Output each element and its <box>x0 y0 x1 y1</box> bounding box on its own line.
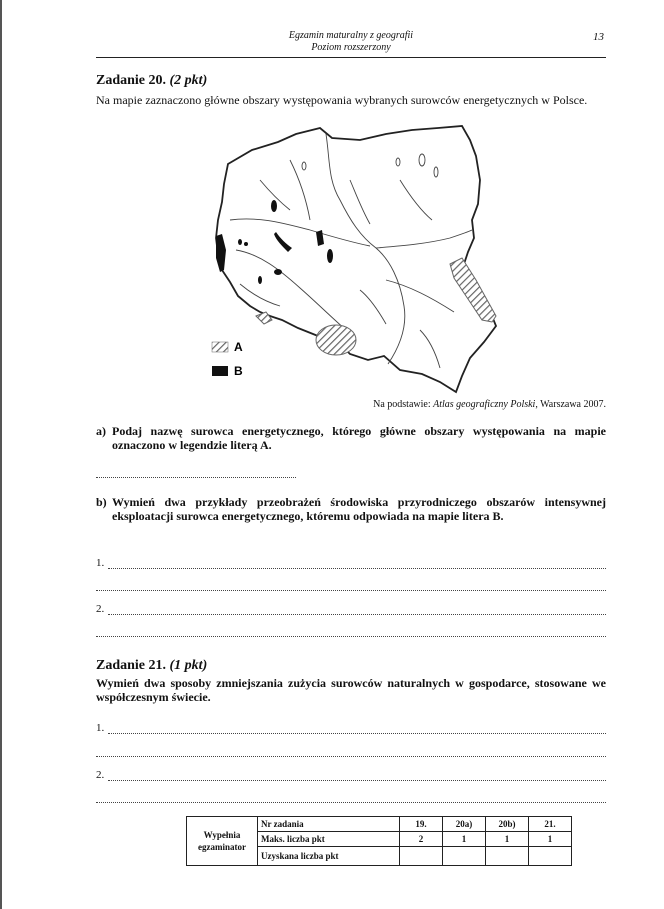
answer-line-20b-1b[interactable] <box>96 590 606 591</box>
task20-title-text: Zadanie 20. <box>96 73 167 88</box>
page-number: 13 <box>593 31 604 43</box>
page-header <box>96 30 606 54</box>
task21-title-text: Zadanie 21. <box>96 658 167 673</box>
answer-line-21-1b[interactable] <box>96 756 606 757</box>
row-task-number-label: Nr zadania <box>258 817 400 832</box>
max-points-cell: 1 <box>486 832 529 847</box>
source-title: Atlas geograficzny Polski <box>433 399 536 410</box>
task20-intro: Na mapie zaznaczono główne obszary występowania wybranych surowców energetycznych w Polsce. <box>96 93 588 107</box>
task21-title <box>96 658 207 674</box>
answer-line-20b-1[interactable] <box>96 557 606 569</box>
task20b-label: b) <box>96 495 107 509</box>
task-number-cell: 21. <box>529 817 572 832</box>
max-points-cell: 1 <box>529 832 572 847</box>
answer-line-20b-2[interactable] <box>96 603 606 615</box>
task20b-text: Wymień dwa przykłady przeobrażeń środowiska przyrodniczego obszarów intensywnej eksploatacji surowca energetycznego, któremu odpowiada na mapie litera B. <box>112 495 606 523</box>
task-number-cell: 19. <box>400 817 443 832</box>
header-line2: Poziom rozszerzony <box>311 42 391 53</box>
legend-a-label: A <box>234 340 243 354</box>
task-number-cell: 20b) <box>486 817 529 832</box>
answer-line-20b-2b[interactable] <box>96 636 606 637</box>
obtained-points-cell[interactable] <box>400 847 443 866</box>
answer-line-21-1[interactable] <box>96 722 606 734</box>
source-prefix: Na podstawie: <box>373 399 434 410</box>
legend-b-label: B <box>234 364 243 378</box>
max-points-cell: 2 <box>400 832 443 847</box>
poland-outline <box>216 126 496 392</box>
map-legend <box>212 340 243 378</box>
legend-a-swatch <box>212 342 228 352</box>
score-side-label: Wypełnia egzaminator <box>187 817 258 866</box>
obtained-points-cell[interactable] <box>443 847 486 866</box>
answer-number: 2. <box>96 603 105 615</box>
task20-points: (2 pkt) <box>169 73 208 88</box>
max-points-cell: 1 <box>443 832 486 847</box>
answer-number: 2. <box>96 769 105 781</box>
task-number-cell: 20a) <box>443 817 486 832</box>
row-obtained-points-label: Uzyskana liczba pkt <box>258 847 400 866</box>
answer-line-20a[interactable] <box>96 477 296 478</box>
legend-b-swatch <box>212 366 228 376</box>
map-source <box>373 399 606 410</box>
header-line1: Egzamin maturalny z geografii <box>288 30 414 41</box>
task20b-question <box>96 495 606 523</box>
obtained-points-cell[interactable] <box>486 847 529 866</box>
answer-line-21-2b[interactable] <box>96 802 606 803</box>
task20a-question <box>96 424 606 452</box>
task21-question: Wymień dwa sposoby zmniejszania zużycia surowców naturalnych w gospodarce, stosowane we współczesnym świecie. <box>96 676 606 704</box>
source-suffix: , Warszawa 2007. <box>535 399 606 410</box>
task20-title <box>96 73 207 89</box>
answer-number: 1. <box>96 557 105 569</box>
answer-line-21-2[interactable] <box>96 769 606 781</box>
poland-map <box>200 120 510 400</box>
score-table <box>186 816 572 866</box>
answer-number: 1. <box>96 722 105 734</box>
page-edge <box>0 0 2 909</box>
task21-points: (1 pkt) <box>169 658 208 673</box>
row-max-points-label: Maks. liczba pkt <box>258 832 400 847</box>
header-rule <box>96 57 606 58</box>
task20a-label: a) <box>96 424 106 438</box>
task20a-text: Podaj nazwę surowca energetycznego, którego główne obszary występowania na mapie oznaczono w legendzie literą A. <box>112 424 606 452</box>
obtained-points-cell[interactable] <box>529 847 572 866</box>
